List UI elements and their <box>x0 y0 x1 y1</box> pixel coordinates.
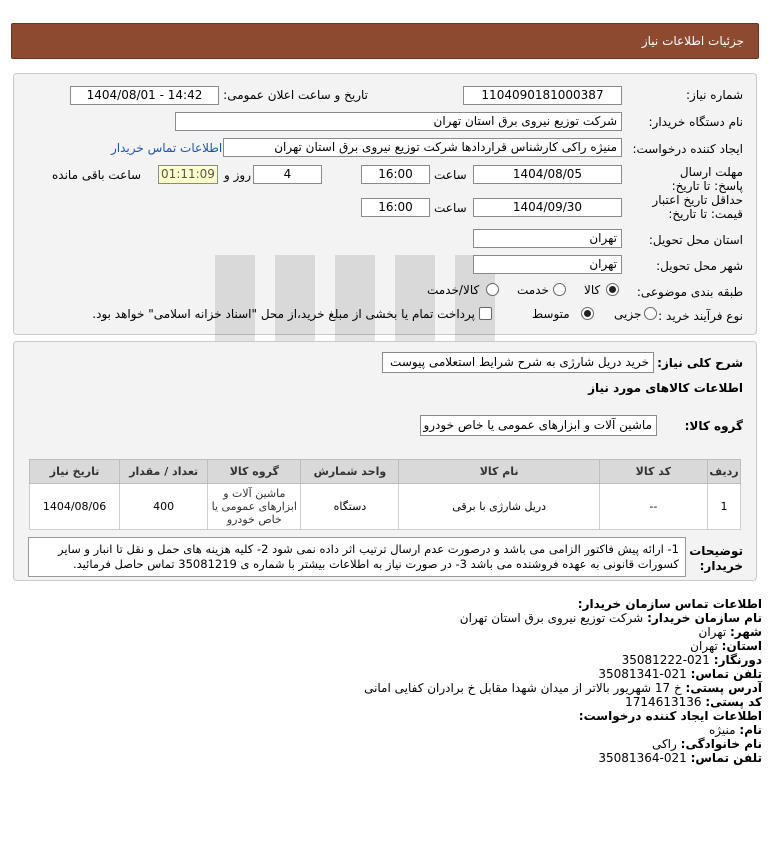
category-goods-service-radio[interactable] <box>486 283 499 296</box>
category-label: طبقه بندی موضوعی: <box>636 285 743 299</box>
goods-info-heading: اطلاعات کالاهای مورد نیاز <box>588 381 743 395</box>
page-title: جزئیات اطلاعات نیاز <box>641 34 744 48</box>
deadline-date-field[interactable]: 1404/08/05 <box>473 165 622 184</box>
announce-field[interactable]: 1404/08/01 - 14:42 <box>70 86 219 105</box>
buyer-contact-heading: اطلاعات تماس سازمان خریدار: <box>577 597 762 611</box>
buyer-address-label: آدرس پستی: <box>685 681 762 695</box>
creator-family: راکی <box>651 737 677 751</box>
remaining-time-label: ساعت باقی مانده <box>52 168 142 182</box>
category-goods-service-label: کالا/خدمت <box>427 283 480 297</box>
category-goods-label: کالا <box>584 283 601 297</box>
cell-unit: دستگاه <box>301 484 399 530</box>
buyer-province: تهران <box>690 639 718 653</box>
cell-quantity: 400 <box>120 484 208 530</box>
col-quantity: تعداد / مقدار <box>120 460 208 484</box>
category-service-label: خدمت <box>517 283 549 297</box>
col-goods-group: گروه کالا <box>208 460 301 484</box>
creator-phone: 021-35081364 <box>598 751 687 765</box>
process-minor-radio[interactable] <box>644 307 657 320</box>
buyer-postal-label: کد پستی: <box>705 695 762 709</box>
days-label: روز و <box>224 168 251 182</box>
need-number-field[interactable]: 1104090181000387 <box>463 86 622 105</box>
buyer-province-label: استان: <box>721 639 762 653</box>
buyer-city: تهران <box>698 625 727 639</box>
summary-label: شرح کلی نیاز: <box>657 356 743 370</box>
cell-need-date: 1404/08/06 <box>30 484 120 530</box>
announce-label: تاریخ و ساعت اعلان عمومی: <box>223 88 368 102</box>
buyer-contact-section <box>22 597 762 765</box>
category-goods-radio[interactable] <box>606 283 619 296</box>
cell-goods-group: ماشین آلات و ابزارهای عمومی یا خاص خودرو <box>208 484 301 530</box>
buyer-phone-label: تلفن تماس: <box>690 667 762 681</box>
category-service-radio[interactable] <box>553 283 566 296</box>
process-medium-radio[interactable] <box>581 307 594 320</box>
validity-date-field[interactable]: 1404/09/30 <box>473 198 622 217</box>
province-label: استان محل تحویل: <box>648 233 743 247</box>
cell-row-number: 1 <box>707 484 740 530</box>
col-unit: واحد شمارش <box>301 460 399 484</box>
summary-field[interactable]: خرید دریل شارژی به شرح شرایط استعلامی پیوست <box>382 352 654 373</box>
cell-goods-code: -- <box>599 484 707 530</box>
buyer-phone: 021-35081341 <box>598 667 687 681</box>
deadline-time-field[interactable]: 16:00 <box>361 165 430 184</box>
remaining-time-field: 01:11:09 <box>158 165 218 184</box>
process-label: نوع فرآیند خرید : <box>658 309 743 323</box>
page-header <box>11 23 759 59</box>
buyer-fax: 021-35081222 <box>621 653 710 667</box>
creator-phone-label: تلفن تماس: <box>690 751 762 765</box>
col-goods-name: نام کالا <box>399 460 599 484</box>
treasury-payment-checkbox[interactable] <box>479 307 492 320</box>
process-medium-label: متوسط <box>532 307 570 321</box>
buyer-fax-label: دورنگار: <box>713 653 762 667</box>
validity-time-field[interactable]: 16:00 <box>361 198 430 217</box>
creator-name: منیژه <box>708 723 736 737</box>
goods-group-label: گروه کالا: <box>684 419 743 433</box>
city-label: شهر محل تحویل: <box>656 259 743 273</box>
treasury-payment-text: پرداخت تمام یا بخشی از مبلغ خرید،از محل "اسناد خزانه اسلامی" خواهد بود. <box>92 307 475 321</box>
creator-name-label: نام: <box>739 723 762 737</box>
buyer-org-label: نام دستگاه خریدار: <box>648 115 743 129</box>
creator-contact-heading: اطلاعات ایجاد کننده درخواست: <box>578 709 762 723</box>
need-number-label: شماره نیاز: <box>686 88 743 102</box>
validity-label: حداقل تاریخ اعتبار قیمت: تا تاریخ: <box>652 193 743 221</box>
validity-time-label: ساعت <box>434 201 467 215</box>
creator-family-label: نام خانوادگی: <box>680 737 762 751</box>
cell-goods-name: دریل شارژی با برقی <box>399 484 599 530</box>
buyer-org-name: شرکت توزیع نیروی برق استان تهران <box>459 611 644 625</box>
goods-table-header-row <box>30 460 741 484</box>
deadline-label: مهلت ارسال پاسخ: تا تاریخ: <box>671 165 743 193</box>
col-row-number: ردیف <box>707 460 740 484</box>
creator-label: ایجاد کننده درخواست: <box>632 142 743 156</box>
buyer-postal: 1714613136 <box>625 695 702 709</box>
buyer-city-label: شهر: <box>730 625 762 639</box>
creator-field[interactable]: منیژه راکی کارشناس قراردادها شرکت توزیع نیروی برق استان تهران <box>223 138 622 157</box>
buyer-notes-field: 1- ارائه پیش فاکتور الزامی می باشد و درصورت عدم ارسال ترتیب اثر داده نمی شود 2- کلیه هزینه های حمل و نقل تا انبار و سایر کسورات قانونی به عهده فروشنده می باشد 3- در صورت نیاز به اطلاعات بیشتر با شماره ی 35081219 تماس حاصل فرمائید. <box>28 537 686 577</box>
days-remaining-field[interactable]: 4 <box>253 165 322 184</box>
goods-table <box>29 459 741 530</box>
table-row[interactable] <box>30 484 741 530</box>
buyer-contact-link[interactable]: اطلاعات تماس خریدار <box>111 141 223 155</box>
buyer-org-field[interactable]: شرکت توزیع نیروی برق استان تهران <box>175 112 622 131</box>
col-need-date: تاریخ نیاز <box>30 460 120 484</box>
col-goods-code: کد کالا <box>599 460 707 484</box>
city-field[interactable]: تهران <box>473 255 622 274</box>
province-field[interactable]: تهران <box>473 229 622 248</box>
deadline-time-label: ساعت <box>434 168 467 182</box>
buyer-org-name-label: نام سازمان خریدار: <box>647 611 762 625</box>
buyer-address: خ 17 شهریور بالاتر از میدان شهدا مقابل خ برادران کفایی امانی <box>364 681 682 695</box>
goods-group-field[interactable]: ماشین آلات و ابزارهای عمومی یا خاص خودرو <box>420 415 657 436</box>
buyer-notes-label: توضیحات خریدار: <box>689 544 743 573</box>
process-minor-label: جزیی <box>614 307 642 321</box>
